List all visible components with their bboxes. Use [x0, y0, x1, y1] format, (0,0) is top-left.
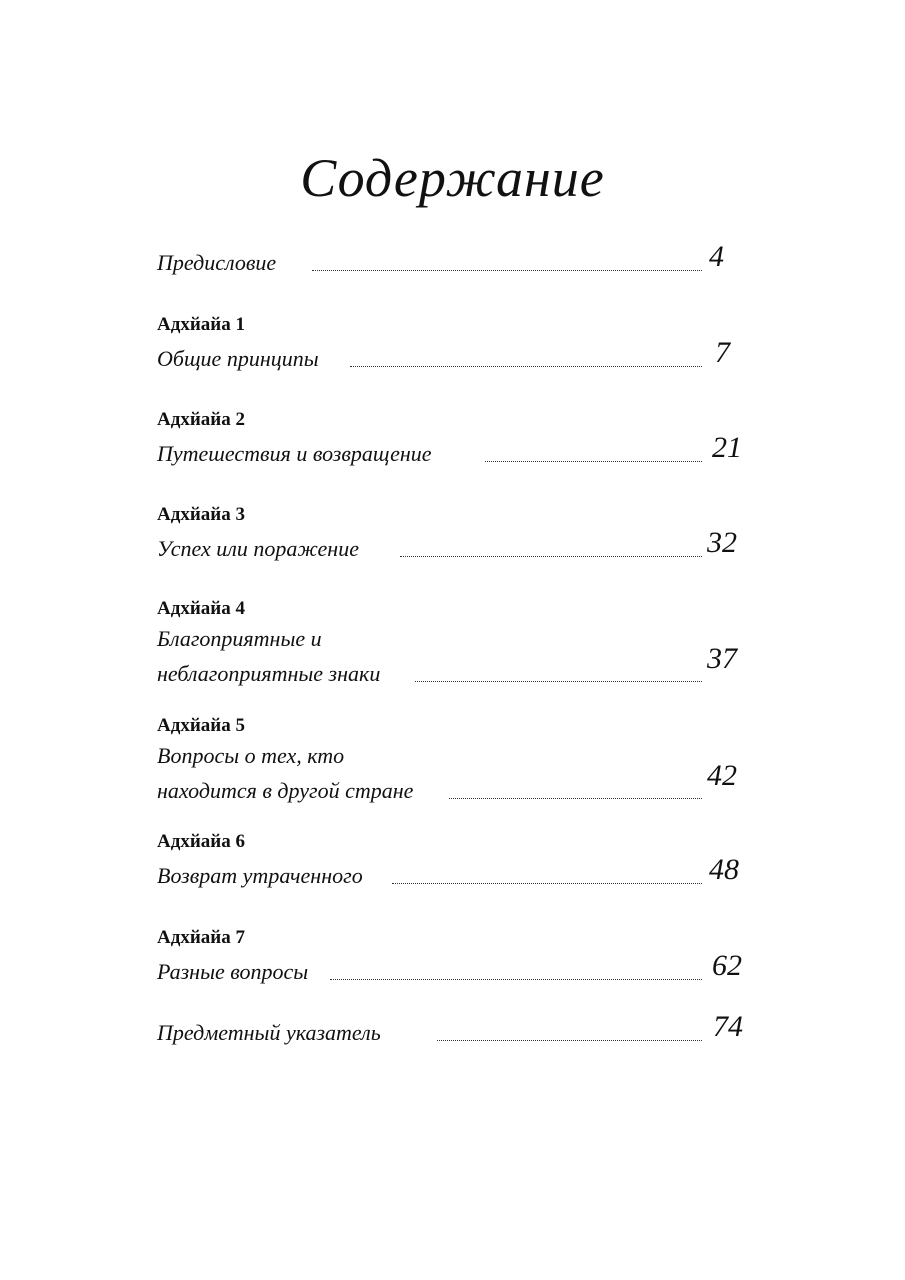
entry-title: Благоприятные и	[157, 626, 322, 651]
page-number: 74	[713, 1010, 743, 1043]
leader-dots	[437, 1040, 702, 1041]
toc-entry-chapter-7[interactable]	[157, 927, 747, 989]
leader-dots	[449, 798, 702, 799]
chapter-label: Адхйайа 5	[157, 715, 245, 736]
entry-title: Общие принципы	[157, 346, 319, 371]
entry-title: Путешествия и возвращение	[157, 441, 432, 466]
entry-title: Вопросы о тех, кто	[157, 743, 345, 768]
entry-title: Предметный указатель	[157, 1020, 381, 1045]
toc-entry-chapter-3[interactable]	[157, 504, 747, 566]
chapter-label: Адхйайа 7	[157, 927, 245, 948]
page-number: 62	[712, 949, 742, 982]
page-title: Содержание	[300, 148, 605, 208]
toc-entry-chapter-1[interactable]	[157, 314, 747, 376]
page-number: 7	[715, 336, 730, 369]
leader-dots	[392, 883, 702, 884]
entry-title: Предисловие	[157, 250, 277, 275]
entry-title: Успех или поражение	[157, 536, 359, 561]
leader-dots	[400, 556, 702, 557]
entry-title: Разные вопросы	[157, 959, 309, 984]
page-number: 48	[709, 853, 739, 886]
leader-dots	[312, 270, 702, 271]
entry-title: Возврат утраченного	[157, 863, 363, 888]
entry-title-continued: находится в другой стране	[157, 778, 414, 803]
page-number: 32	[707, 526, 737, 559]
page-number: 42	[707, 759, 737, 792]
page-number: 21	[712, 431, 742, 464]
page-number: 37	[707, 642, 737, 675]
toc-entry-preface[interactable]	[157, 240, 747, 282]
toc-entry-chapter-5[interactable]	[157, 715, 747, 807]
toc-entry-chapter-2[interactable]	[157, 409, 747, 471]
chapter-label: Адхйайа 1	[157, 314, 245, 335]
toc-entry-chapter-6[interactable]	[157, 831, 747, 893]
chapter-label: Адхйайа 2	[157, 409, 245, 430]
toc-entry-chapter-4[interactable]	[157, 598, 747, 690]
chapter-label: Адхйайа 4	[157, 598, 245, 619]
leader-dots	[485, 461, 702, 462]
leader-dots	[350, 366, 702, 367]
leader-dots	[330, 979, 702, 980]
page-number: 4	[709, 240, 724, 273]
leader-dots	[415, 681, 702, 682]
toc-entry-index[interactable]	[157, 1010, 747, 1052]
chapter-label: Адхйайа 6	[157, 831, 245, 852]
chapter-label: Адхйайа 3	[157, 504, 245, 525]
entry-title-continued: неблагоприятные знаки	[157, 661, 381, 686]
